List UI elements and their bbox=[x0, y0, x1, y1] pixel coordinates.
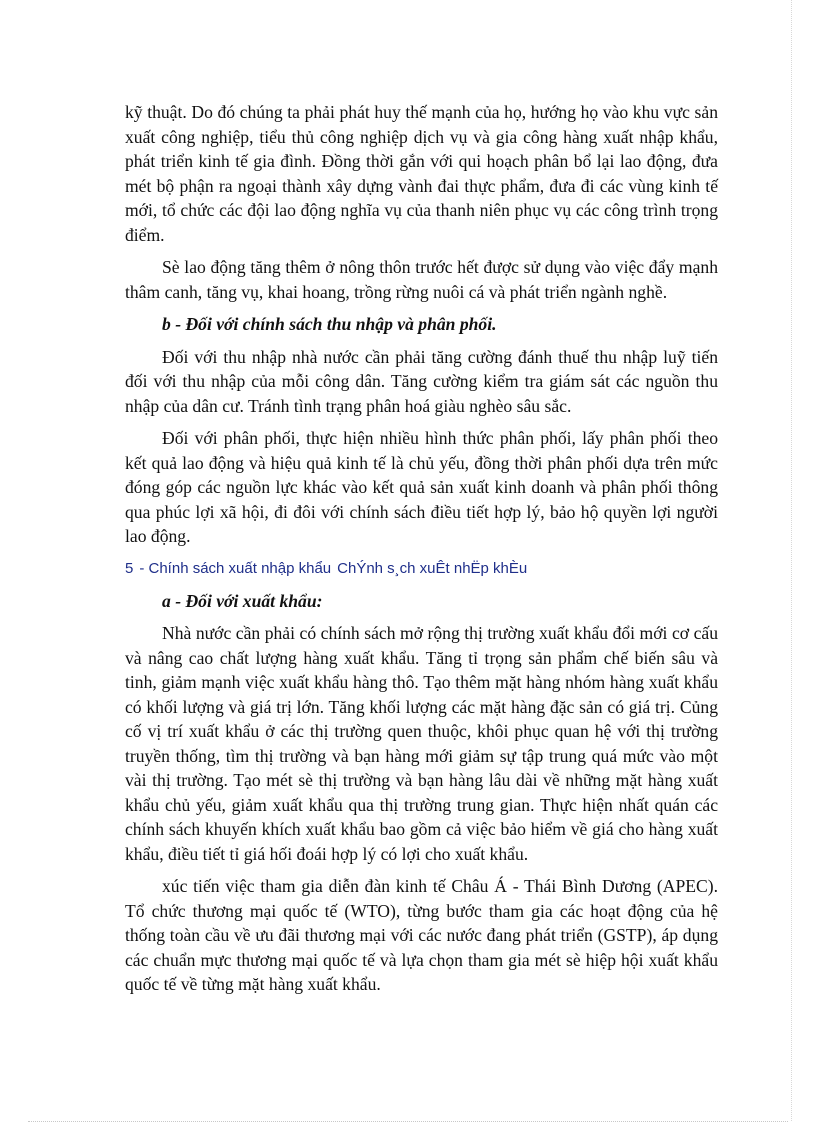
paragraph-international-integration: xúc tiến việc tham gia diễn đàn kinh tế Châu Á - Thái Bình Dương (APEC). Tổ chức thương mại quốc tế (WTO), từng bước tham gia các hoạt động của hệ thống toàn cầu về ưu đãi thương mại với các nước đang phát triển (GSTP), áp dụng các chuẩn mực thương mại quốc tế và lựa chọn tham gia mét sè hiệp hội xuất khẩu quốc tế về từng mặt hàng xuất khẩu. bbox=[125, 876, 718, 994]
page-bottom-rule bbox=[28, 1121, 788, 1122]
section-5-number: 5 bbox=[125, 559, 134, 577]
paragraph-export-policy: Nhà nước cần phải có chính sách mở rộng thị trường xuất khẩu đổi mới cơ cấu và nâng cao chất lượng hàng xuất khẩu. Tăng tỉ trọng sản phẩm chế biến sâu và tinh, giảm mạnh việc xuất khẩu hàng thô. Tạo thêm mặt hàng nhóm hàng xuất khẩu có khối lượng và giá trị lớn. Tăng khối lượng các mặt hàng đặc sản có giá trị. Củng cố vị trí xuất khẩu ở các thị trường quen thuộc, khôi phục quan hệ với thị trường truyền thống, tìm thị trường và bạn hàng mới giảm sự tập trung quá mức vào một vài thị trường. Tạo mét sè thị trường và bạn hàng lâu dài về những mặt hàng xuất khẩu chủ yếu, giảm xuất khẩu qua thị trường trung gian. Thực hiện nhất quán các chính sách khuyến khích xuất khẩu bao gồm cả việc bảo hiểm về giá cho hàng xuất khẩu, điều tiết tỉ giá hối đoái hợp lý có lợi cho xuất khẩu. bbox=[125, 623, 718, 864]
paragraph-income: Đối với thu nhập nhà nước cần phải tăng cường đánh thuế thu nhập luỹ tiến đối với thu nhập của mỗi công dân. Tăng cường kiểm tra giám sát các nguồn thu nhập của dân cư. Tránh tình trạng phân hoá giàu nghèo sâu sắc. bbox=[125, 346, 718, 416]
section-5-title: - Chính sách xuất nhập khẩu bbox=[139, 559, 332, 577]
subheading-income-distribution: b - Đối với chính sách thu nhập và phân phối. bbox=[162, 314, 497, 334]
paragraph-labor-continuation: kỹ thuật. Do đó chúng ta phải phát huy thế mạnh của họ, hướng họ vào khu vực sản xuất công nghiệp, tiểu thủ công nghiệp dịch vụ và gia công hàng xuất nhập khẩu, phát triển kinh tế gia đình. Đồng thời gắn với qui hoạch phân bổ lại lao động, đưa mét bộ phận ra ngoại thành xây dựng vành đai thực phẩm, đưa đi các vùng kinh tế mới, tổ chức các đội lao động nghĩa vụ của thanh niên phục vụ các công trình trọng điểm. bbox=[125, 102, 718, 245]
paragraph-distribution: Đối với phân phối, thực hiện nhiều hình thức phân phối, lấy phân phối theo kết quả lao động và hiệu quả kinh tế là chủ yếu, đồng thời phân phối dựa trên mức đóng góp các nguồn lực khác vào kết quả sản xuất kinh doanh và phân phối thông qua phúc lợi xã hội, đi đôi với chính sách điều tiết hợp lý, bảo hộ quyền lợi người lao động. bbox=[125, 428, 718, 546]
page-edge-rule bbox=[791, 0, 792, 1121]
paragraph-rural-labor: Sè lao động tăng thêm ở nông thôn trước hết được sử dụng vào việc đẩy mạnh thâm canh, tăng vụ, khai hoang, trồng rừng nuôi cá và phát triển ngành nghề. bbox=[125, 257, 718, 302]
subheading-export: a - Đối với xuất khẩu: bbox=[162, 590, 323, 611]
document-page bbox=[125, 100, 718, 1005]
section-5-garbled-title: ChÝnh s¸ch xuÊt nhËp khÈu bbox=[337, 559, 528, 577]
section-5-heading bbox=[125, 557, 718, 581]
